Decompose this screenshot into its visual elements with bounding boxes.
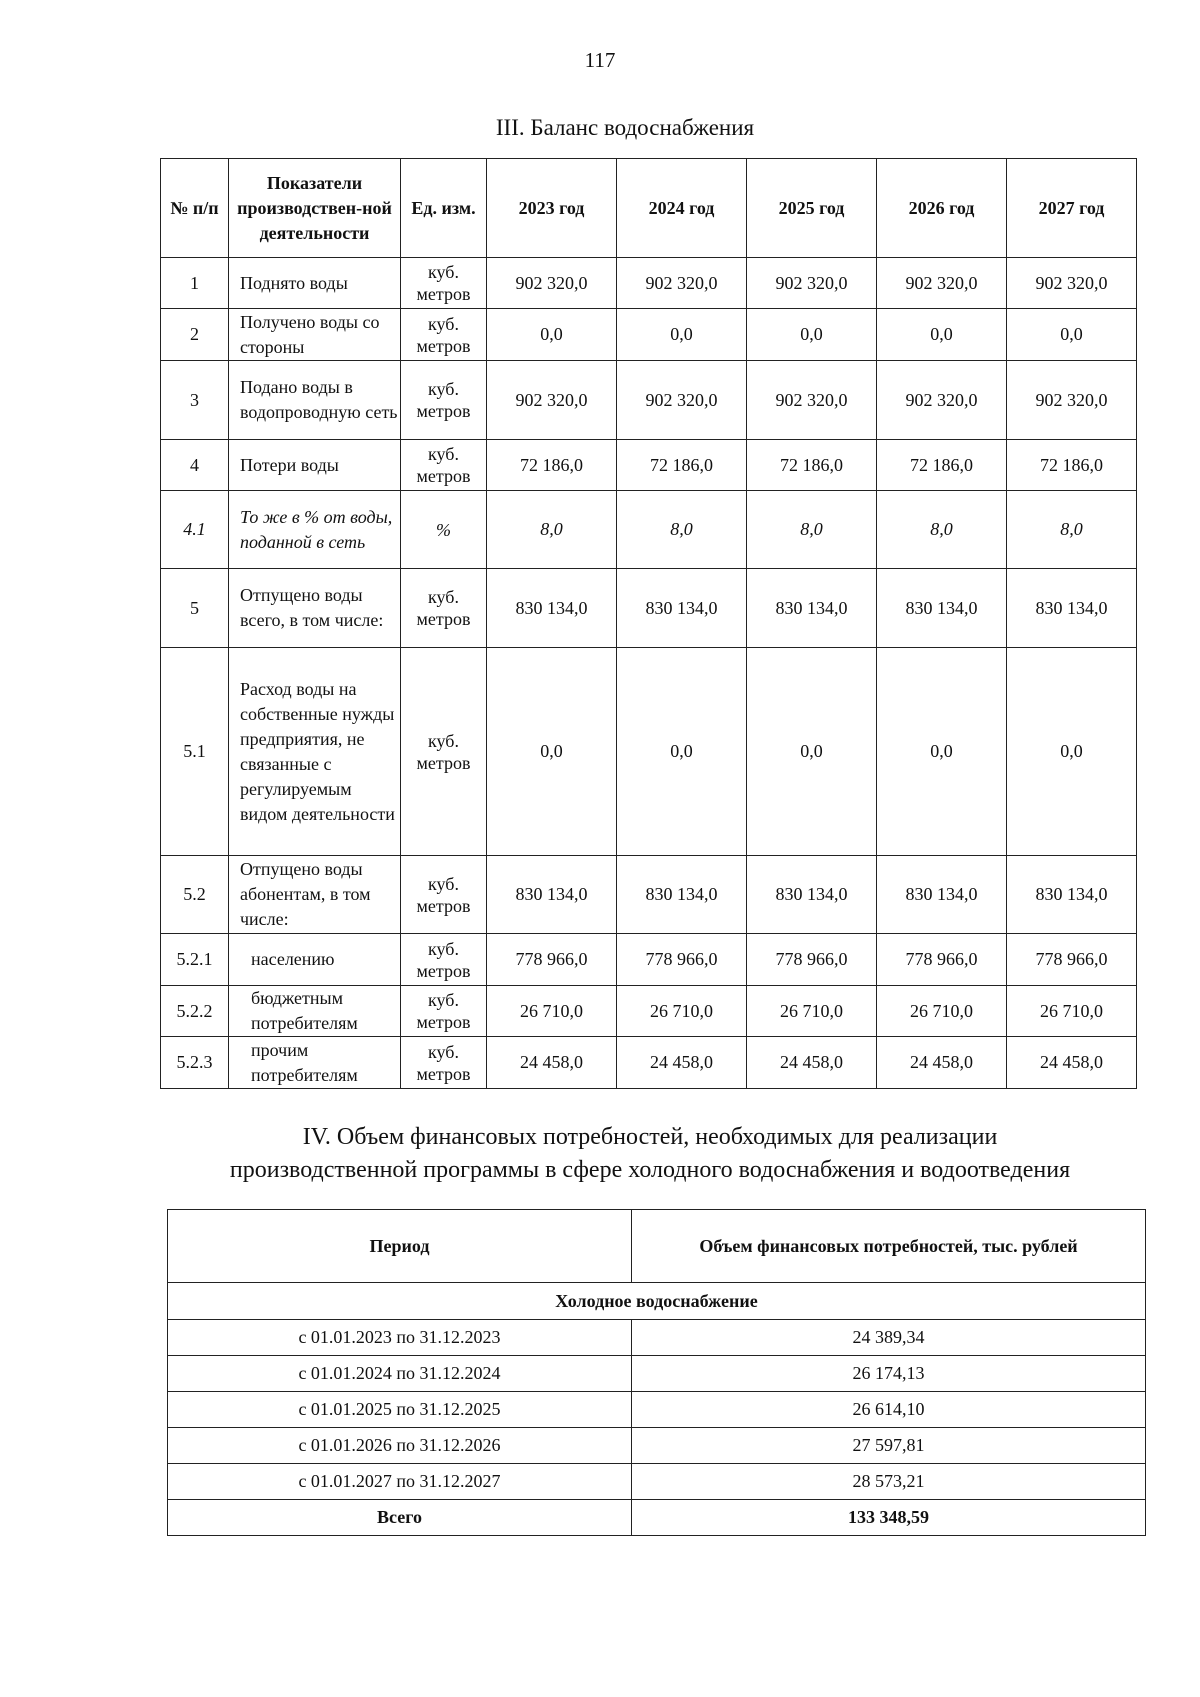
header-unit: Ед. изм. [401, 159, 487, 258]
table-row [168, 1464, 1146, 1500]
row-num: 1 [161, 258, 229, 309]
table-row [161, 569, 1137, 648]
row-num: 2 [161, 309, 229, 361]
row-unit: куб. метров [401, 986, 487, 1037]
table-row [168, 1356, 1146, 1392]
value-cell: 0,0 [877, 309, 1007, 361]
row-num: 5.2.3 [161, 1037, 229, 1089]
row-num: 4 [161, 440, 229, 491]
value-cell: 0,0 [877, 648, 1007, 856]
row-name: То же в % от воды, поданной в сеть [229, 491, 401, 569]
section-4-title-line-2: производственной программы в сфере холодного водоснабжения и водоотведения [229, 1157, 1071, 1183]
table-row [161, 258, 1137, 309]
period-cell: с 01.01.2027 по 31.12.2027 [168, 1464, 632, 1500]
row-name: бюджетным потребителям [229, 986, 401, 1037]
value-cell: 830 134,0 [617, 569, 747, 648]
section-4-title [150, 1121, 1150, 1187]
value-cell: 0,0 [1007, 648, 1137, 856]
table-row [161, 309, 1137, 361]
amount-cell: 24 389,34 [632, 1320, 1146, 1356]
row-num: 5.2 [161, 856, 229, 934]
value-cell: 830 134,0 [747, 856, 877, 934]
table-row [161, 361, 1137, 440]
value-cell: 902 320,0 [747, 258, 877, 309]
value-cell: 830 134,0 [487, 569, 617, 648]
value-cell: 72 186,0 [617, 440, 747, 491]
row-name: Подано воды в водопроводную сеть [229, 361, 401, 440]
value-cell: 8,0 [877, 491, 1007, 569]
value-cell: 778 966,0 [747, 934, 877, 986]
row-name: Отпущено воды абонентам, в том числе: [229, 856, 401, 934]
period-cell: с 01.01.2024 по 31.12.2024 [168, 1356, 632, 1392]
financial-needs-table [167, 1209, 1146, 1536]
table-row [161, 856, 1137, 934]
table-row [168, 1428, 1146, 1464]
amount-cell: 26 174,13 [632, 1356, 1146, 1392]
table-row [161, 440, 1137, 491]
value-cell: 902 320,0 [747, 361, 877, 440]
value-cell: 830 134,0 [877, 569, 1007, 648]
header-year-2023: 2023 год [487, 159, 617, 258]
amount-cell: 26 614,10 [632, 1392, 1146, 1428]
value-cell: 0,0 [617, 309, 747, 361]
header-num: № п/п [161, 159, 229, 258]
value-cell: 830 134,0 [877, 856, 1007, 934]
value-cell: 26 710,0 [747, 986, 877, 1037]
row-unit: куб. метров [401, 309, 487, 361]
value-cell: 830 134,0 [1007, 856, 1137, 934]
total-row [168, 1500, 1146, 1536]
value-cell: 778 966,0 [487, 934, 617, 986]
row-unit: куб. метров [401, 258, 487, 309]
row-num: 5.2.2 [161, 986, 229, 1037]
header-year-2026: 2026 год [877, 159, 1007, 258]
table-row [161, 648, 1137, 856]
value-cell: 72 186,0 [487, 440, 617, 491]
header-indicator: Показатели производствен-ной деятельности [229, 159, 401, 258]
value-cell: 24 458,0 [747, 1037, 877, 1089]
value-cell: 24 458,0 [877, 1037, 1007, 1089]
row-unit: куб. метров [401, 440, 487, 491]
row-name: Потери воды [229, 440, 401, 491]
value-cell: 830 134,0 [1007, 569, 1137, 648]
value-cell: 24 458,0 [487, 1037, 617, 1089]
amount-cell: 28 573,21 [632, 1464, 1146, 1500]
header-year-2027: 2027 год [1007, 159, 1137, 258]
section-4-title-line-1: IV. Объем финансовых потребностей, необходимых для реализации [302, 1124, 998, 1150]
value-cell: 26 710,0 [1007, 986, 1137, 1037]
row-num: 5 [161, 569, 229, 648]
table-header-row [161, 159, 1137, 258]
value-cell: 72 186,0 [1007, 440, 1137, 491]
row-num: 5.2.1 [161, 934, 229, 986]
row-name: прочим потребителям [229, 1037, 401, 1089]
table-header-row [168, 1210, 1146, 1283]
water-balance-table [160, 158, 1137, 1089]
period-cell: с 01.01.2025 по 31.12.2025 [168, 1392, 632, 1428]
value-cell: 830 134,0 [487, 856, 617, 934]
value-cell: 8,0 [1007, 491, 1137, 569]
row-unit: куб. метров [401, 569, 487, 648]
value-cell: 778 966,0 [617, 934, 747, 986]
total-amount: 133 348,59 [632, 1500, 1146, 1536]
value-cell: 72 186,0 [747, 440, 877, 491]
value-cell: 8,0 [617, 491, 747, 569]
total-label: Всего [168, 1500, 632, 1536]
table-row [161, 934, 1137, 986]
value-cell: 26 710,0 [877, 986, 1007, 1037]
row-name: Поднято воды [229, 258, 401, 309]
row-name: населению [229, 934, 401, 986]
row-unit: куб. метров [401, 1037, 487, 1089]
amount-cell: 27 597,81 [632, 1428, 1146, 1464]
value-cell: 778 966,0 [1007, 934, 1137, 986]
value-cell: 26 710,0 [617, 986, 747, 1037]
period-cell: с 01.01.2026 по 31.12.2026 [168, 1428, 632, 1464]
row-unit: % [401, 491, 487, 569]
section-3-title: III. Баланс водоснабжения [495, 115, 755, 140]
value-cell: 830 134,0 [747, 569, 877, 648]
row-name: Получено воды со стороны [229, 309, 401, 361]
value-cell: 902 320,0 [487, 361, 617, 440]
table-row [168, 1392, 1146, 1428]
page-number: 117 [584, 48, 616, 72]
table-row [161, 1037, 1137, 1089]
row-unit: куб. метров [401, 856, 487, 934]
header-year-2024: 2024 год [617, 159, 747, 258]
row-unit: куб. метров [401, 361, 487, 440]
value-cell: 0,0 [617, 648, 747, 856]
period-cell: с 01.01.2023 по 31.12.2023 [168, 1320, 632, 1356]
value-cell: 72 186,0 [877, 440, 1007, 491]
value-cell: 0,0 [1007, 309, 1137, 361]
group-row [168, 1283, 1146, 1320]
group-label: Холодное водоснабжение [168, 1283, 1146, 1320]
value-cell: 902 320,0 [1007, 258, 1137, 309]
value-cell: 902 320,0 [877, 361, 1007, 440]
value-cell: 902 320,0 [877, 258, 1007, 309]
table-row [161, 491, 1137, 569]
table-row [168, 1320, 1146, 1356]
value-cell: 778 966,0 [877, 934, 1007, 986]
value-cell: 8,0 [487, 491, 617, 569]
header-amount: Объем финансовых потребностей, тыс. рублей [632, 1210, 1146, 1283]
value-cell: 902 320,0 [487, 258, 617, 309]
header-year-2025: 2025 год [747, 159, 877, 258]
row-num: 3 [161, 361, 229, 440]
value-cell: 8,0 [747, 491, 877, 569]
row-num: 5.1 [161, 648, 229, 856]
value-cell: 902 320,0 [617, 258, 747, 309]
value-cell: 902 320,0 [1007, 361, 1137, 440]
value-cell: 24 458,0 [1007, 1037, 1137, 1089]
value-cell: 0,0 [487, 309, 617, 361]
value-cell: 26 710,0 [487, 986, 617, 1037]
row-unit: куб. метров [401, 648, 487, 856]
value-cell: 24 458,0 [617, 1037, 747, 1089]
value-cell: 0,0 [747, 648, 877, 856]
row-name: Отпущено воды всего, в том числе: [229, 569, 401, 648]
row-unit: куб. метров [401, 934, 487, 986]
header-period: Период [168, 1210, 632, 1283]
value-cell: 902 320,0 [617, 361, 747, 440]
value-cell: 0,0 [747, 309, 877, 361]
value-cell: 830 134,0 [617, 856, 747, 934]
table-row [161, 986, 1137, 1037]
value-cell: 0,0 [487, 648, 617, 856]
row-name: Расход воды на собственные нужды предприятия, не связанные с регулируемым видом деятельности [229, 648, 401, 856]
row-num: 4.1 [161, 491, 229, 569]
